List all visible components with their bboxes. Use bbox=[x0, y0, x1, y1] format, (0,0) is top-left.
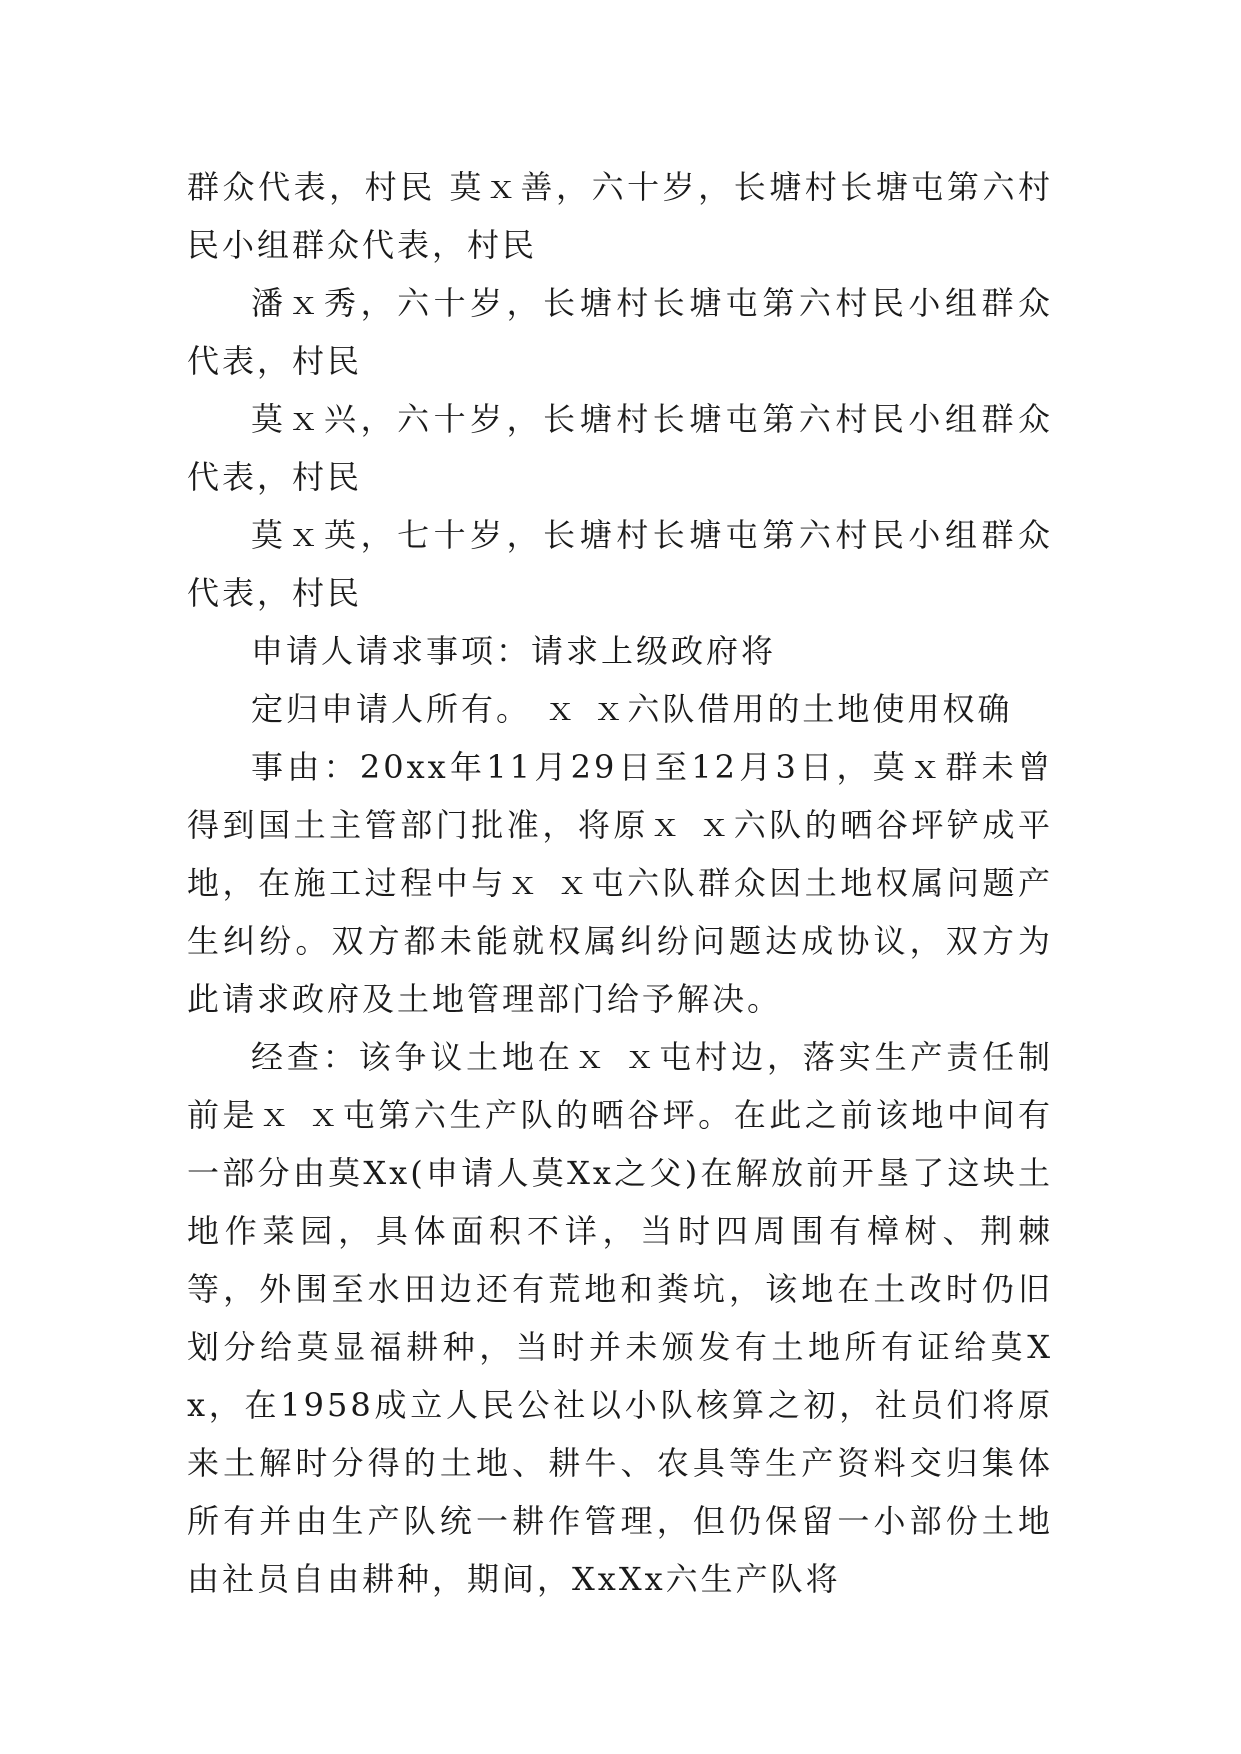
paragraph-8: 经查：该争议土地在ｘ ｘ屯村边，落实生产责任制前是ｘ ｘ屯第六生产队的晒谷坪。在此之前该地中间有一部分由莫Xx(申请人莫Xx之父)在解放前开垦了这块土地作菜园，具体面积不详，当时四周围有樟树、荆棘等，外围至水田边还有荒地和粪坑，该地在土改时仍旧划分给莫显福耕种，当时并未颁发有土地所有证给莫Xx，在1958成立人民公社以小队核算之初，社员们将原来土解时分得的土地、耕牛、农具等生产资料交归集体所有并由生产队统一耕作管理，但仍保留一小部份土地由社员自由耕种，期间，XxXx六生产队将 bbox=[187, 1038, 1053, 1598]
paragraph-7: 事由：20xx年11月29日至12月3日，莫ｘ群未曾得到国土主管部门批准，将原ｘ ｘ六队的晒谷坪铲成平地，在施工过程中与ｘ ｘ屯六队群众因土地权属问题产生纠纷。双方都未能就权属纠纷问题达成协议，双方为此请求政府及土地管理部门给予解决。 bbox=[187, 748, 1053, 1018]
paragraph-4: 莫ｘ英，七十岁，长塘村长塘屯第六村民小组群众代表，村民 bbox=[187, 516, 1053, 612]
paragraph-5: 申请人请求事项：请求上级政府将 bbox=[251, 632, 777, 670]
paragraph-1: 群众代表，村民 莫ｘ善，六十岁，长塘村长塘屯第六村民小组群众代表，村民 bbox=[187, 168, 1053, 264]
paragraph-2: 潘ｘ秀，六十岁，长塘村长塘屯第六村民小组群众代表，村民 bbox=[187, 284, 1053, 380]
document-body bbox=[187, 158, 1053, 1608]
paragraph-3: 莫ｘ兴，六十岁，长塘村长塘屯第六村民小组群众代表，村民 bbox=[187, 400, 1053, 496]
paragraph-6: 定归申请人所有。 ｘ ｘ六队借用的土地使用权确 bbox=[251, 690, 1013, 728]
